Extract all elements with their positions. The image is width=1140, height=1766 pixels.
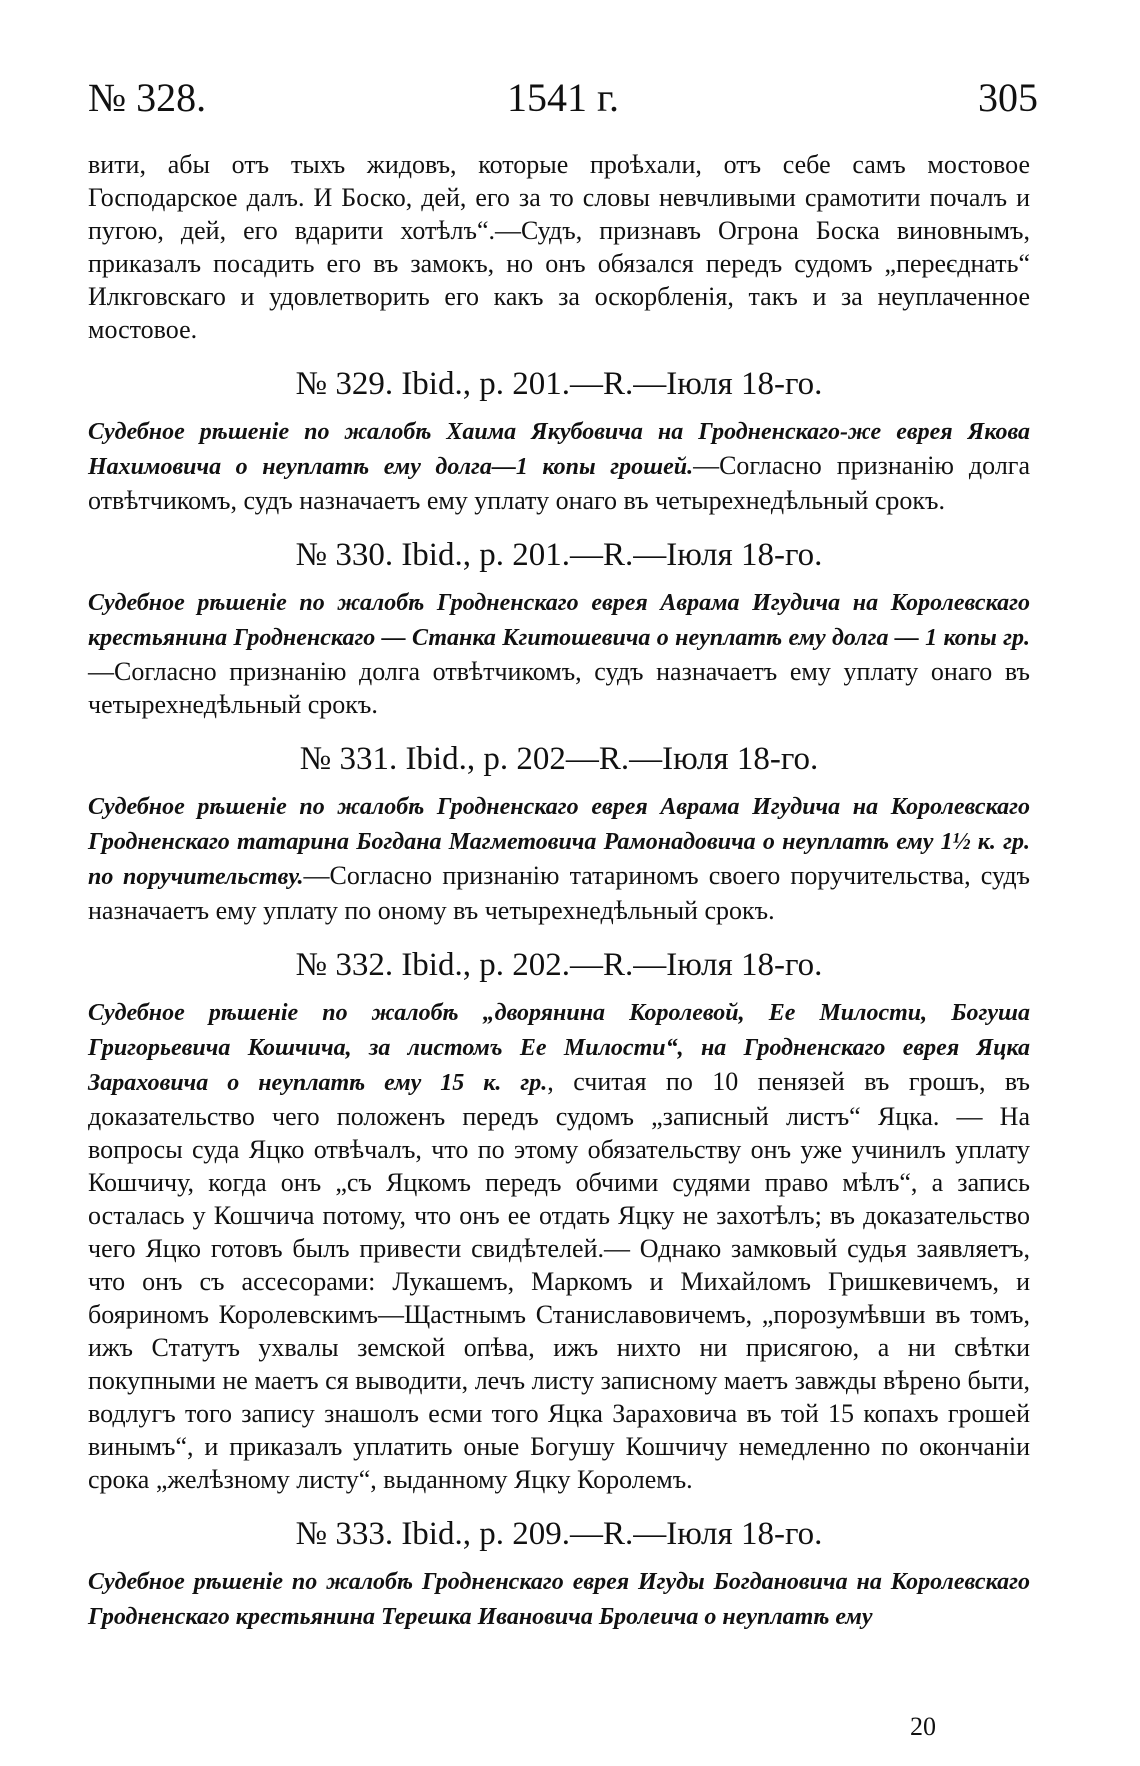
signature-mark: 20 [910,1712,936,1741]
entry-heading: № 329. Ibid., p. 201.—R.—Іюля 18-го. [295,366,823,402]
entry-329 [88,364,1030,517]
entry-paragraph [88,1564,1030,1634]
entry-heading: № 330. Ibid., p. 201.—R.—Іюля 18-го. [295,537,823,573]
entry-heading: № 331. Ibid., p. 202—R.—Іюля 18-го. [299,741,819,777]
entry-paragraph [88,789,1030,927]
entry-330 [88,535,1030,721]
entry-summary: Судебное рѣшеніе по жалобѣ Гродненскаго еврея Аврама Игудича на Королевскаго Гродненскаго татарина Богдана Магметовича Рамонадовича о неуплатѣ ему 1½ к. гр. по поручительству. [88,794,1030,890]
entry-paragraph [88,585,1030,721]
entry-summary: Судебное рѣшеніе по жалобѣ Хаима Якубовича на Гродненскаго-же еврея Якова Нахимовича о неуплатѣ ему долга—1 копы грошей. [88,419,1030,480]
entry-332 [88,945,1030,1496]
entry-text: —Согласно признанію татариномъ своего поручительства, судъ назначаетъ ему уплату по оному въ четырехнедѣльный срокъ. [88,861,1030,925]
entry-text: —Согласно признанію долга отвѣтчикомъ, судъ назначаетъ ему уплату онаго въ четырехнедѣльный срокъ. [88,451,1030,515]
entry-heading: № 333. Ibid., p. 209.—R.—Іюля 18-го. [295,1516,823,1552]
entry-333 [88,1514,1030,1634]
entry-text: , считая по 10 пенязей въ грошъ, въ доказательство чего положенъ передъ судомъ „записный листъ“ Яцка. — На вопросы суда Яцко отвѣчалъ, что по этому обязательству онъ уже учинилъ уплату Кошчичу, когда онъ „съ Яцкомъ передъ обчими судями право мѣлъ“, а запись осталась у Кошчича потому, что онъ ее отдать Яцку не захотѣлъ; въ доказательство чего Яцко готовъ былъ привести свидѣтелей.— Однако замковый судья заявляетъ, что онъ съ ассесорами: Лукашемъ, Маркомъ и Михайломъ Гришкевичемъ, и бояриномъ Королевскимъ—Щастнымъ Станиславовичемъ, „порозумѣвши въ томъ, ижъ Статутъ ухвалы земской опѣва, ижъ нихто ни присягою, а ни свѣтки покупными не маетъ ся выводити, лечъ листу записному маетъ завжды вѣрено быти, водлугъ того запису знашолъ есми того Яцка Зараховича въ той 15 копахъ грошей винымъ“, и приказалъ уплатить оные Богушу Кошчичу немедленно по окончаніи срока „желѣзному листу“, выданному Яцку Королемъ. [88,1067,1031,1494]
entry-text: —Согласно признанію долга отвѣтчикомъ, судъ назначаетъ ему уплату онаго въ четырехнедѣльный срокъ. [88,657,1030,719]
entry-summary: Судебное рѣшеніе по жалобѣ Гродненскаго еврея Аврама Игудича на Королевскаго крестьянина Гродненскаго — Станка Кгитошевича о неуплатѣ ему долга — 1 копы гр. [88,590,1030,651]
entry-summary: Судебное рѣшеніе по жалобѣ Гродненскаго еврея Игуды Богдановича на Королевскаго Гродненскаго крестьянина Терешка Ивановича Бролеича о неуплатѣ ему [88,1569,1030,1630]
entry-paragraph [88,414,1030,517]
entry-331 [88,739,1030,927]
intro-paragraph: вити, абы отъ тыхъ жидовъ, которые проѣхали, отъ себе самъ мостовое Господарское далъ. И Боско, дей, его за то словы невчливыми срамотити почалъ и пугою, дей, его вдарити хотѣлъ“.—Судъ, признавъ Огрона Боска виновнымъ, приказалъ посадить его въ замокъ, но онъ обязался передъ судомъ „переєднать“ Илкговскаго и удовлетворить его какъ за оскорбленія, такъ и за неуплаченное мостовое. [88,150,1030,344]
entry-heading: № 332. Ibid., p. 202.—R.—Іюля 18-го. [295,947,823,983]
page-number: 305 [978,75,1038,120]
entry-summary: Судебное рѣшеніе по жалобѣ „дворянина Королевой, Ее Милости, Богуша Григорьевича Кошчича, за листомъ Ее Милости“, на Гродненскаго еврея Яцка Зараховича о неуплатѣ ему 15 к. гр. [88,1000,1030,1096]
page-header [88,70,1038,126]
entry-paragraph [88,995,1030,1496]
document-number: № 328. [88,75,207,120]
page-body [88,148,1030,1634]
year: 1541 г. [507,75,619,120]
